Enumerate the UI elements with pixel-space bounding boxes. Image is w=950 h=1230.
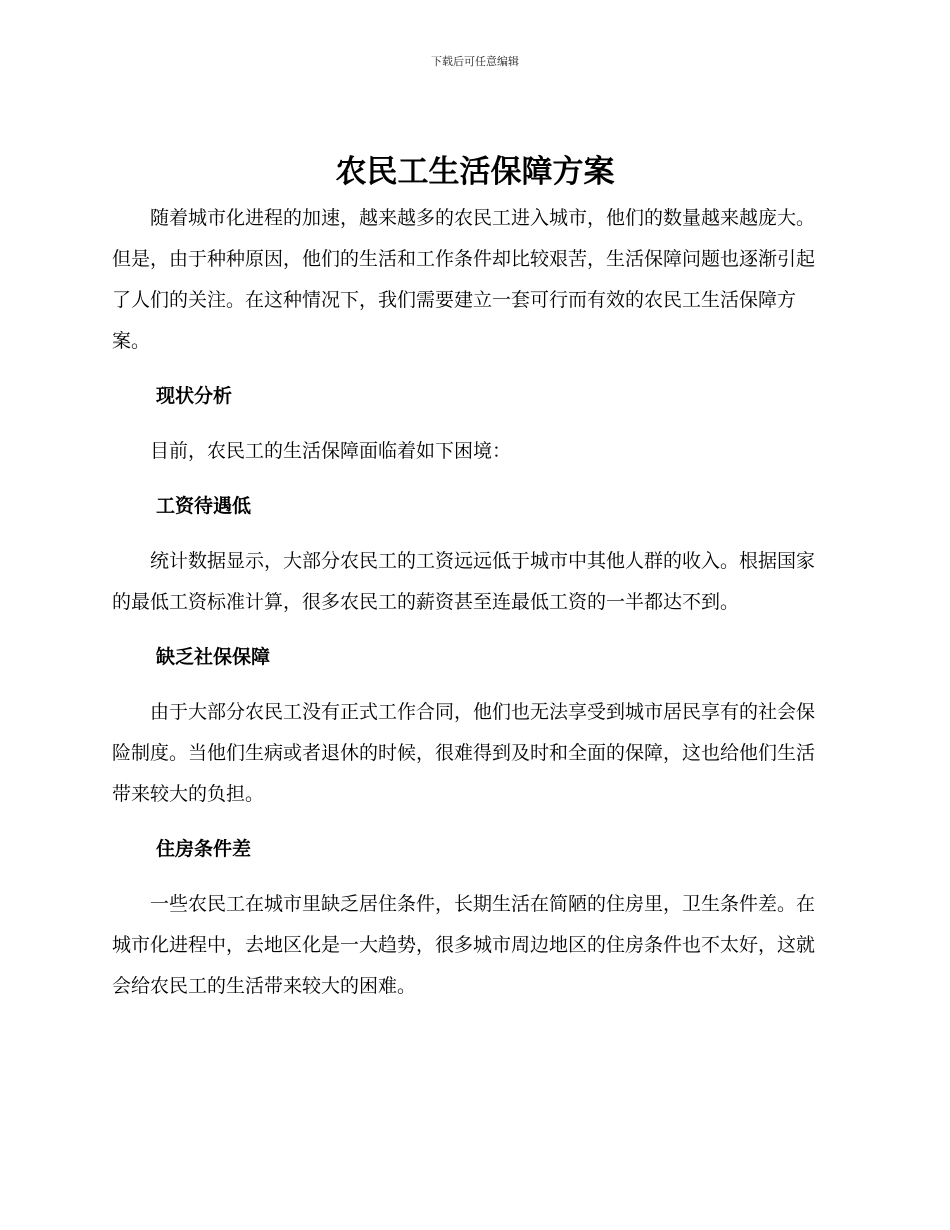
section-heading-social-security: 缺乏社保保障	[156, 646, 271, 668]
section-paragraph-social-security: 由于大部分农民工没有正式工作合同，他们也无法享受到城市居民享有的社会保险制度。当他们生病或者退休的时候，很难得到及时和全面的保障，这也给他们生活带来较大的负担。	[112, 701, 816, 805]
section-paragraph-status-analysis: 目前，农民工的生活保障面临着如下困境：	[150, 440, 512, 462]
section-heading-status-analysis: 现状分析	[156, 385, 233, 407]
section-heading-housing: 住房条件差	[156, 838, 252, 860]
document-body	[112, 198, 830, 1007]
section-heading-low-wages: 工资待遇低	[156, 495, 252, 517]
intro-paragraph: 随着城市化进程的加速，越来越多的农民工进入城市，他们的数量越来越庞大。但是，由于种种原因，他们的生活和工作条件却比较艰苦，生活保障问题也逐渐引起了人们的关注。在这种情况下，我们需要建立一套可行而有效的农民工生活保障方案。	[112, 207, 816, 352]
page-title: 农民工生活保障方案	[335, 154, 615, 190]
header-note: 下载后可任意编辑	[431, 55, 519, 68]
section-paragraph-low-wages: 统计数据显示，大部分农民工的工资远远低于城市中其他人群的收入。根据国家的最低工资标准计算，很多农民工的薪资甚至连最低工资的一半都达不到。	[112, 550, 816, 613]
section-paragraph-housing: 一些农民工在城市里缺乏居住条件，长期生活在简陋的住房里，卫生条件差。在城市化进程中，去地区化是一大趋势，很多城市周边地区的住房条件也不太好，这就会给农民工的生活带来较大的困难。	[112, 893, 816, 997]
